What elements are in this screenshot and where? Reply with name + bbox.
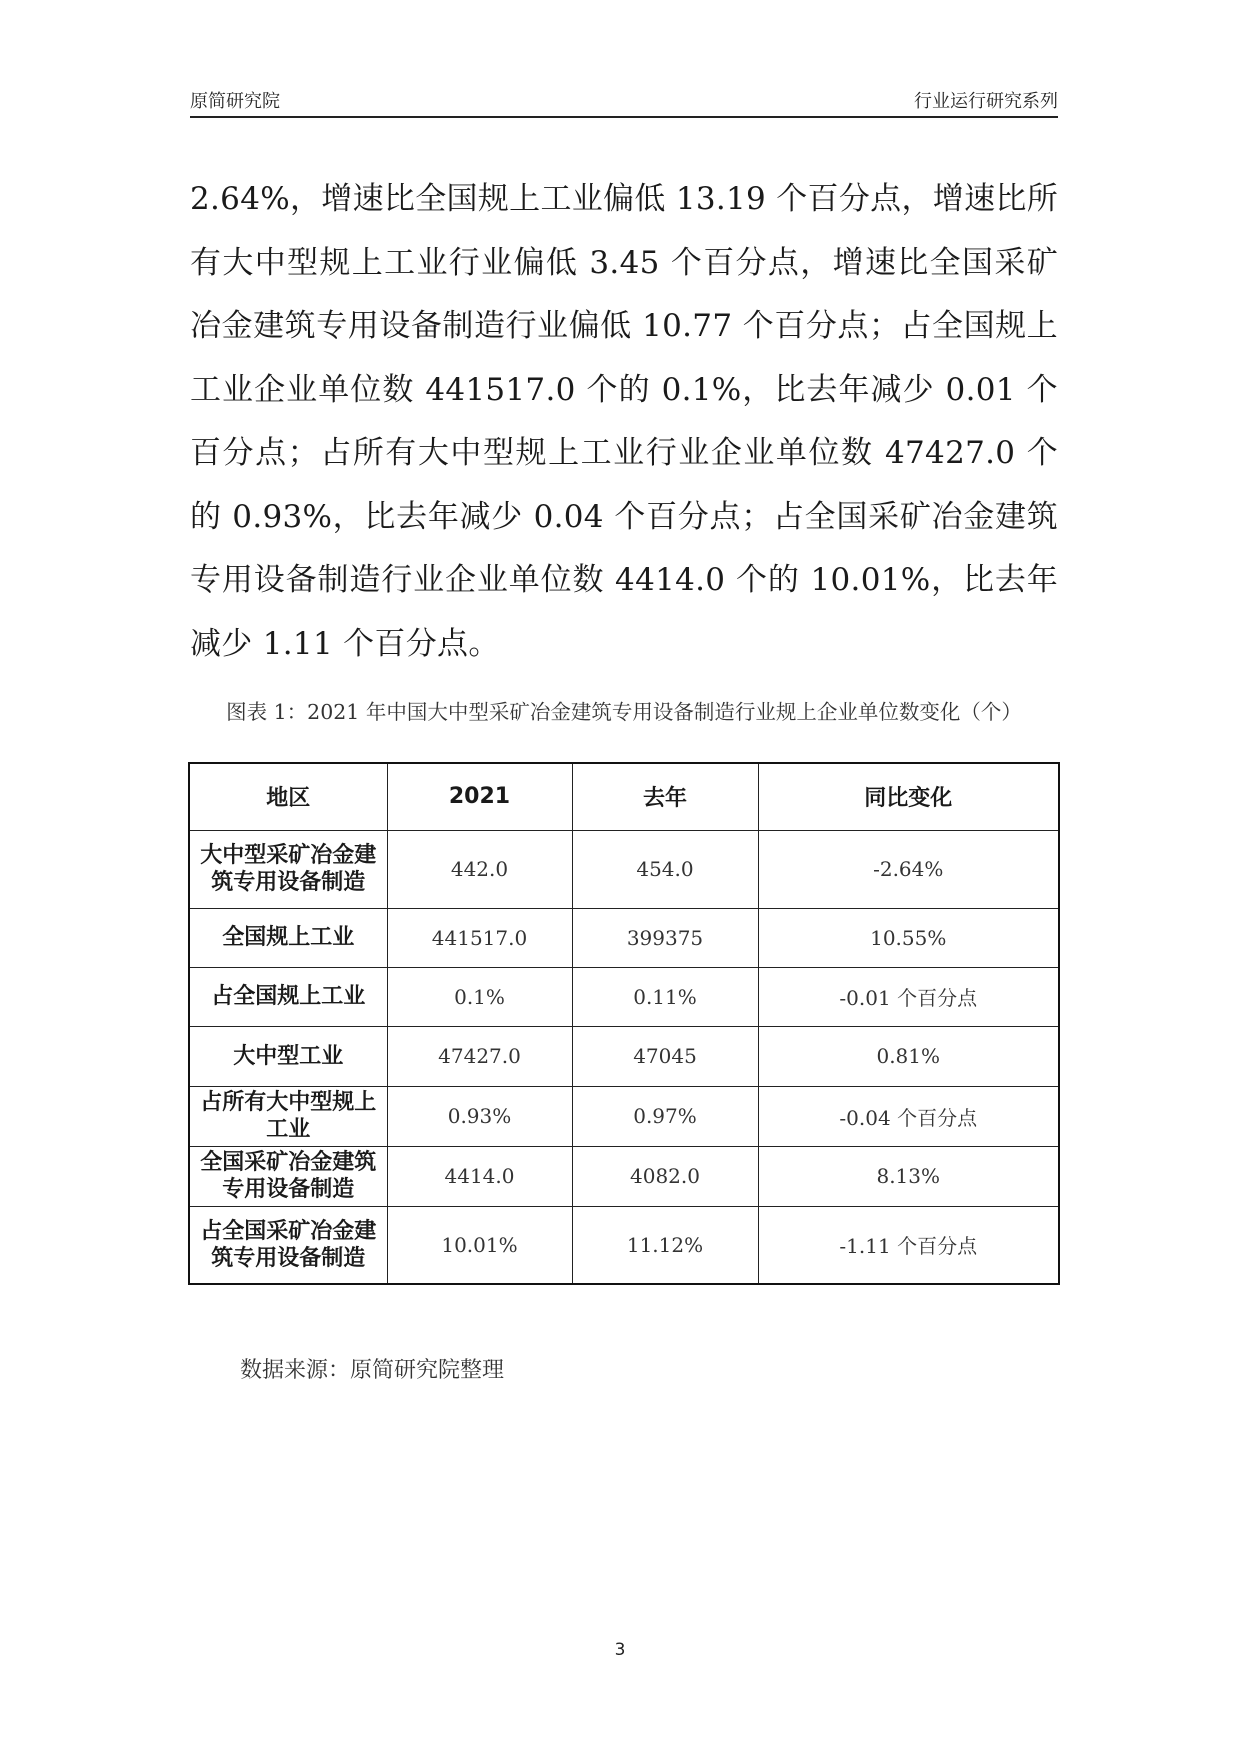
row-label: 占所有大中型规上工业	[189, 1086, 387, 1146]
row-label: 占全国采矿冶金建筑专用设备制造	[189, 1206, 387, 1284]
cell-last-year: 4082.0	[572, 1146, 758, 1206]
cell-yoy-change: -2.64%	[758, 830, 1059, 908]
table-header-row	[189, 763, 1059, 830]
cell-last-year: 0.11%	[572, 967, 758, 1026]
cell-2021: 0.1%	[387, 967, 572, 1026]
page-number: 3	[614, 1640, 626, 1660]
cell-last-year: 399375	[572, 908, 758, 967]
header-cell-last-year: 去年	[572, 763, 758, 830]
cell-yoy-change: 8.13%	[758, 1146, 1059, 1206]
table-row	[189, 967, 1059, 1026]
row-label: 大中型采矿冶金建筑专用设备制造	[189, 830, 387, 908]
header-series-title: 行业运行研究系列	[914, 91, 1058, 112]
header-organization: 原简研究院	[190, 91, 280, 112]
cell-last-year: 0.97%	[572, 1086, 758, 1146]
row-label: 全国采矿冶金建筑专用设备制造	[189, 1146, 387, 1206]
header-cell-2021: 2021	[387, 763, 572, 830]
table-caption: 图表 1：2021 年中国大中型采矿冶金建筑专用设备制造行业规上企业单位数变化（个）	[226, 700, 1022, 724]
cell-last-year: 11.12%	[572, 1206, 758, 1284]
header-cell-yoy-change: 同比变化	[758, 763, 1059, 830]
cell-yoy-change: -0.04 个百分点	[758, 1086, 1059, 1146]
cell-yoy-change: -0.01 个百分点	[758, 967, 1059, 1026]
cell-yoy-change: 0.81%	[758, 1026, 1059, 1086]
row-label: 全国规上工业	[189, 908, 387, 967]
table-row	[189, 1206, 1059, 1284]
cell-2021: 10.01%	[387, 1206, 572, 1284]
page-header	[190, 82, 1058, 118]
row-label: 占全国规上工业	[189, 967, 387, 1026]
table-row	[189, 1146, 1059, 1206]
cell-yoy-change: -1.11 个百分点	[758, 1206, 1059, 1284]
table-row	[189, 830, 1059, 908]
cell-2021: 441517.0	[387, 908, 572, 967]
header-cell-region: 地区	[189, 763, 387, 830]
table-row	[189, 1086, 1059, 1146]
cell-2021: 442.0	[387, 830, 572, 908]
cell-2021: 47427.0	[387, 1026, 572, 1086]
cell-last-year: 47045	[572, 1026, 758, 1086]
cell-2021: 4414.0	[387, 1146, 572, 1206]
data-source-note: 数据来源：原简研究院整理	[240, 1358, 505, 1383]
table-row	[189, 908, 1059, 967]
cell-2021: 0.93%	[387, 1086, 572, 1146]
table-row	[189, 1026, 1059, 1086]
row-label: 大中型工业	[189, 1026, 387, 1086]
cell-last-year: 454.0	[572, 830, 758, 908]
body-paragraph: 2.64%，增速比全国规上工业偏低 13.19 个百分点，增速比所有大中型规上工业行业偏低 3.45 个百分点，增速比全国采矿冶金建筑专用设备制造行业偏低 10.77 个百分点；占全国规上工业企业单位数 441517.0 个的 0.1%，比去年减少 0.01 个百分点；占所有大中型规上工业行业企业单位数 47427.0 个的 0.93%，比去年减少 0.04 个百分点；占全国采矿冶金建筑专用设备制造行业企业单位数 4414.0 个的 10.01%，比去年减少 1.11 个百分点。	[190, 181, 1058, 662]
cell-yoy-change: 10.55%	[758, 908, 1059, 967]
data-table	[188, 762, 1060, 1285]
